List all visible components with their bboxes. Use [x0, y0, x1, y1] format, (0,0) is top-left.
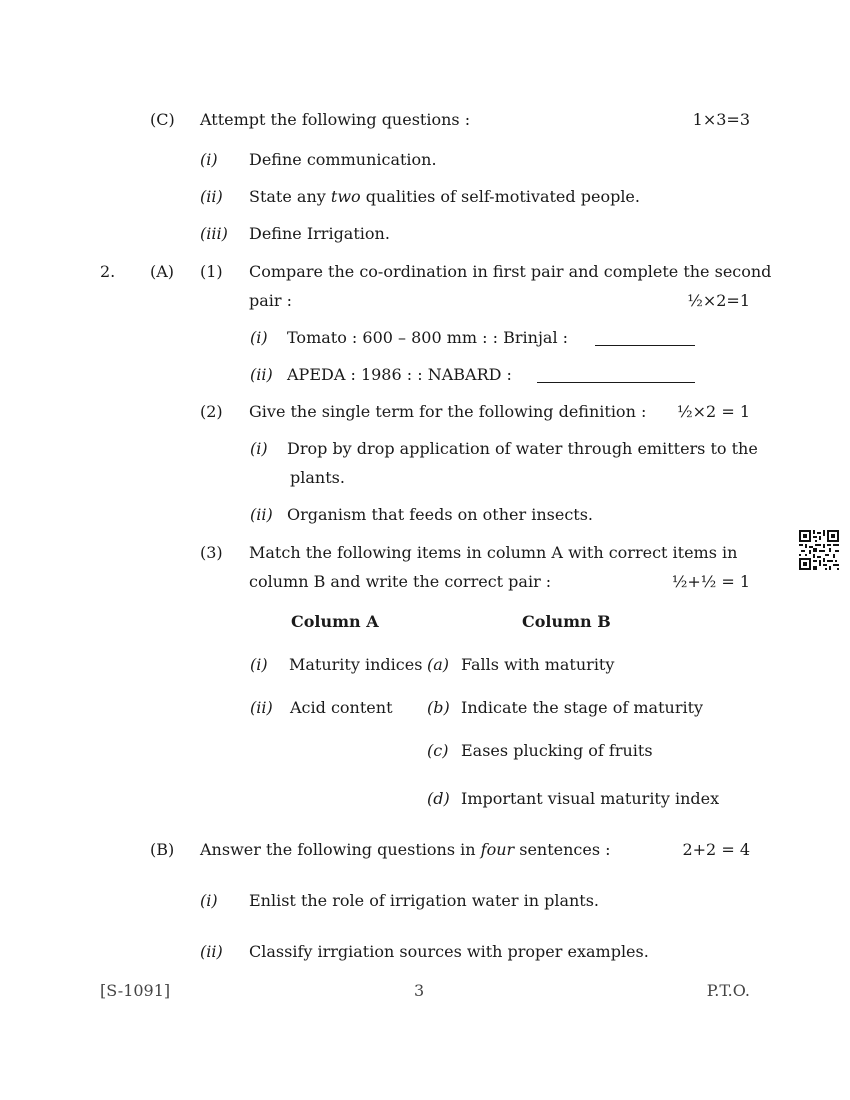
qr-code-icon [799, 530, 839, 570]
question-text: Define communication. [249, 150, 437, 169]
question-text: Organism that feeds on other insects. [287, 505, 594, 524]
question-text: Answer the following questions in four sentences : [200, 840, 611, 859]
question-text: plants. [290, 468, 345, 487]
item-number: (iii) [200, 224, 228, 243]
column-b-header: Column B [522, 612, 611, 631]
item-letter: (a) [427, 655, 450, 674]
question-text: Classify irrgiation sources with proper examples. [249, 942, 649, 961]
question-text: Tomato : 600 – 800 mm : : Brinjal : [287, 328, 569, 347]
question-text: column B and write the correct pair : [249, 572, 552, 591]
item-letter: (d) [427, 789, 450, 808]
section-c-marks: 1×3=3 [692, 110, 750, 129]
section-c-instruction: Attempt the following questions : [200, 110, 471, 129]
sub-question-number: (1) [200, 262, 223, 281]
sub-question-number: (2) [200, 402, 223, 421]
sub-question-number: (3) [200, 543, 223, 562]
item-number: (ii) [250, 698, 273, 717]
item-number: (ii) [250, 505, 273, 524]
question-text: Drop by drop application of water through emitters to the [287, 439, 758, 458]
item-number: (i) [200, 150, 218, 169]
question-text: APEDA : 1986 : : NABARD : [287, 365, 512, 384]
question-number: 2. [100, 262, 116, 281]
section-c-label: (C) [150, 110, 175, 129]
marks: ½×2 = 1 [677, 402, 750, 421]
question-text: Match the following items in column A with correct items in [249, 543, 738, 562]
column-b-item: Falls with maturity [461, 655, 615, 674]
item-number: (i) [250, 439, 268, 458]
part-b-label: (B) [150, 840, 175, 859]
question-text: Give the single term for the following definition : [249, 402, 647, 421]
item-number: (i) [200, 891, 218, 910]
page-turn-note: P.T.O. [706, 981, 750, 1000]
column-b-item: Important visual maturity index [461, 789, 720, 808]
page-number: 3 [414, 981, 425, 1000]
column-b-item: Indicate the stage of maturity [461, 698, 704, 717]
answer-blank [595, 345, 695, 346]
column-a-item: Maturity indices [289, 655, 423, 674]
question-text: Compare the co-ordination in first pair and complete the second [249, 262, 772, 281]
item-letter: (c) [427, 741, 449, 760]
part-a-label: (A) [150, 262, 175, 281]
marks: ½×2=1 [687, 291, 750, 310]
item-number: (ii) [200, 187, 223, 206]
column-a-item: Acid content [290, 698, 393, 717]
column-b-item: Eases plucking of fruits [461, 741, 653, 760]
question-text: Enlist the role of irrigation water in plants. [249, 891, 600, 910]
answer-blank [537, 382, 695, 383]
item-number: (i) [250, 328, 268, 347]
item-number: (ii) [250, 365, 273, 384]
marks: 2+2 = 4 [682, 840, 750, 859]
paper-code: [S-1091] [100, 981, 171, 1000]
item-number: (ii) [200, 942, 223, 961]
question-text: State any two qualities of self-motivated people. [249, 187, 640, 206]
item-letter: (b) [427, 698, 450, 717]
item-number: (i) [250, 655, 268, 674]
column-a-header: Column A [291, 612, 379, 631]
question-text: Define Irrigation. [249, 224, 390, 243]
question-text: pair : [249, 291, 293, 310]
marks: ½+½ = 1 [671, 572, 750, 591]
